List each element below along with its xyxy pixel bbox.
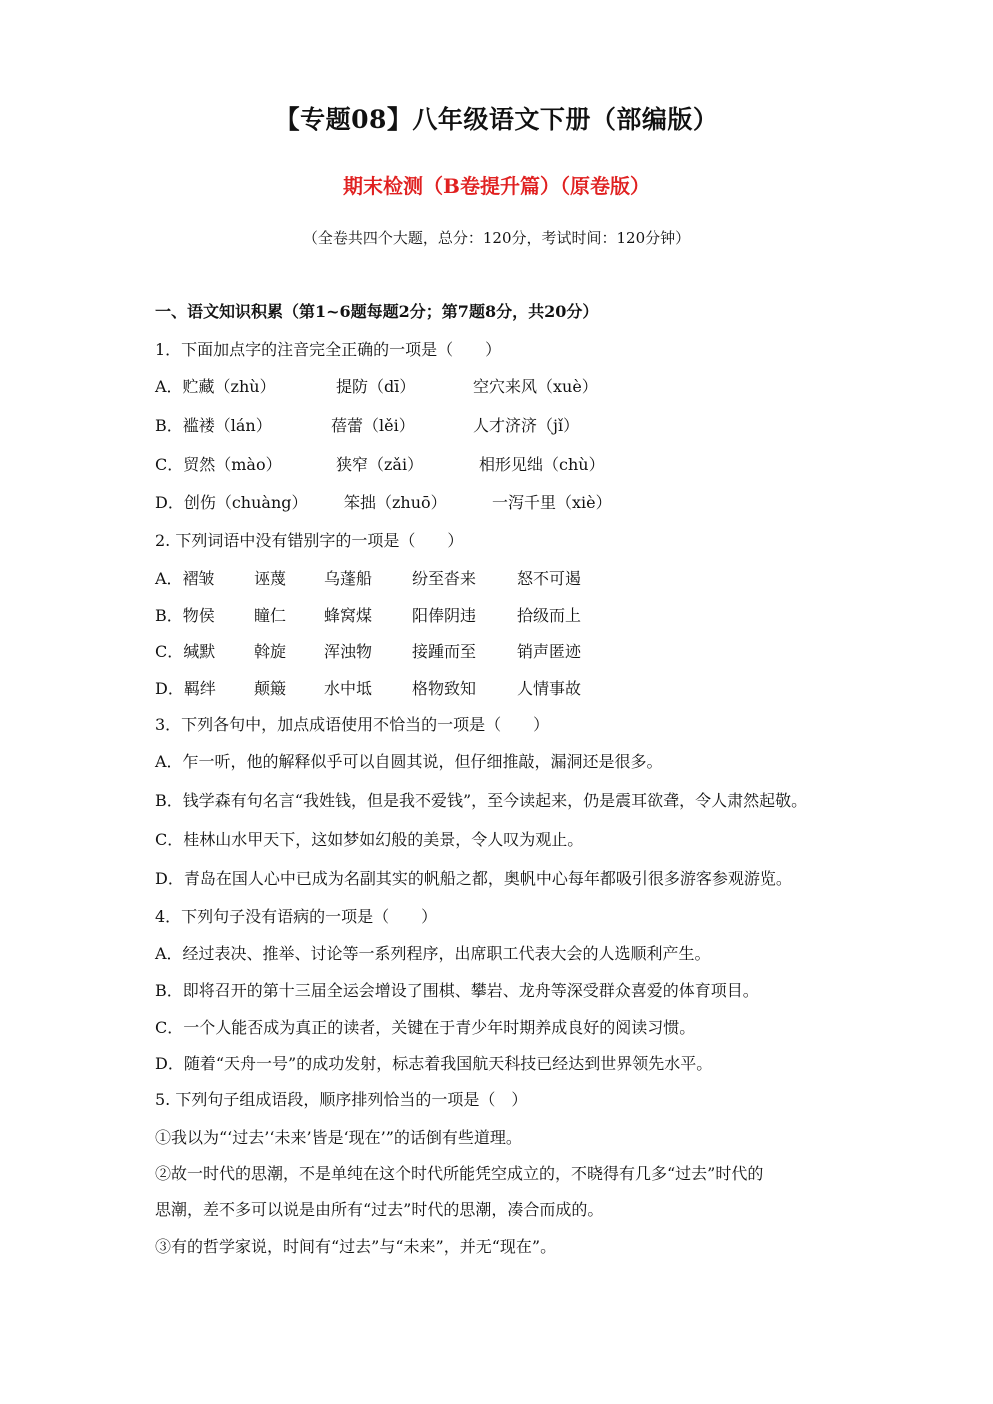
q4-option-a: A．经过表决、推举、讨论等一系列程序，出席职工代表大会的人选顺利产生。 <box>155 944 711 963</box>
exam-note: （全卷共四个大题，总分：120分，考试时间：120分钟） <box>302 229 691 247</box>
q2-row-b-word-2: 瞳仁 <box>254 606 287 625</box>
page-subtitle: 期末检测（B卷提升篇）（原卷版） <box>343 174 650 198</box>
q1-option-d-1: D．创伤（chuàng） <box>155 493 308 512</box>
page-title: 【专题08】八年级语文下册（部编版） <box>274 105 719 134</box>
q5-sentence-3: ③有的哲学家说，时间有“过去”与“未来”，并无“现在”。 <box>155 1237 557 1256</box>
question-5-stem: 5. 下列句子组成语段，顺序排列恰当的一项是（ ） <box>155 1090 528 1109</box>
q2-row-c-word-2: 斡旋 <box>254 642 287 661</box>
question-1-stem: 1．下面加点字的注音完全正确的一项是（ ） <box>155 340 502 359</box>
q2-row-c-word-5: 销声匿迹 <box>517 642 582 661</box>
q2-row-d-word-1: D．羁绊 <box>155 679 216 698</box>
q5-sentence-2-line-2: 思潮，差不多可以说是由所有“过去”时代的思潮，凑合而成的。 <box>155 1200 604 1219</box>
q2-row-a-word-4: 纷至沓来 <box>412 569 477 588</box>
section-heading: 一、语文知识积累（第1~6题每题2分；第7题8分，共20分） <box>155 302 599 321</box>
q3-option-d: D．青岛在国人心中已成为名副其实的帆船之都，奥帆中心每年都吸引很多游客参观游览。 <box>155 869 792 888</box>
q3-option-c: C．桂林山水甲天下，这如梦如幻般的美景，令人叹为观止。 <box>155 830 584 849</box>
q2-row-b-word-3: 蜂窝煤 <box>324 606 373 625</box>
q2-row-b-word-4: 阳俸阴违 <box>412 606 477 625</box>
q2-row-d-word-4: 格物致知 <box>412 679 477 698</box>
q2-row-d-word-3: 水中坻 <box>324 679 373 698</box>
q2-row-c-word-1: C．缄默 <box>155 642 216 661</box>
q2-row-c-word-4: 接踵而至 <box>412 642 477 661</box>
q2-row-d-word-5: 人情事故 <box>517 679 582 698</box>
q3-option-b: B．钱学森有句名言“我姓钱，但是我不爱钱”，至今读起来，仍是震耳欲聋，令人肃然起敬。 <box>155 791 808 810</box>
q1-option-c-2: 狭窄（zǎi） <box>336 455 424 474</box>
q4-option-d: D．随着“天舟一号”的成功发射，标志着我国航天科技已经达到世界领先水平。 <box>155 1054 713 1073</box>
q1-option-a-3: 空穴来风（xuè） <box>473 377 598 396</box>
q2-row-b-word-5: 拾级而上 <box>517 606 582 625</box>
question-2-stem: 2. 下列词语中没有错别字的一项是（ ） <box>155 531 464 550</box>
q3-option-a: A．乍一听，他的解释似乎可以自圆其说，但仔细推敲，漏洞还是很多。 <box>155 752 663 771</box>
q2-row-b-word-1: B．物侯 <box>155 606 215 625</box>
q1-option-b-1: B．褴褛（lán） <box>155 416 272 435</box>
q1-option-b-3: 人才济济（jǐ） <box>473 416 580 435</box>
q2-row-a-word-1: A．褶皱 <box>155 569 215 588</box>
q2-row-a-word-3: 乌蓬船 <box>324 569 373 588</box>
q1-option-b-2: 蓓蕾（lěi） <box>331 416 415 435</box>
q1-option-d-3: 一泻千里（xiè） <box>492 493 612 512</box>
q1-option-c-1: C．贸然（mào） <box>155 455 282 474</box>
question-4-stem: 4．下列句子没有语病的一项是（ ） <box>155 907 438 926</box>
q2-row-d-word-2: 颠簸 <box>254 679 287 698</box>
q1-option-a-1: A．贮藏（zhù） <box>155 377 276 396</box>
q5-sentence-2-line-1: ②故一时代的思潮，不是单纯在这个时代所能凭空成立的，不晓得有几多“过去”时代的 <box>155 1164 764 1183</box>
q5-sentence-1: ①我以为“‘过去’‘未来’皆是‘现在’”的话倒有些道理。 <box>155 1128 522 1147</box>
q1-option-c-3: 相形见绌（chù） <box>479 455 605 474</box>
q2-row-a-word-2: 诬蔑 <box>254 569 287 588</box>
q2-row-c-word-3: 浑浊物 <box>324 642 373 661</box>
q4-option-c: C．一个人能否成为真正的读者，关键在于青少年时期养成良好的阅读习惯。 <box>155 1018 696 1037</box>
q2-row-a-word-5: 怒不可遏 <box>517 569 582 588</box>
q4-option-b: B．即将召开的第十三届全运会增设了围棋、攀岩、龙舟等深受群众喜爱的体育项目。 <box>155 981 759 1000</box>
question-3-stem: 3．下列各句中，加点成语使用不恰当的一项是（ ） <box>155 715 550 734</box>
q1-option-a-2: 提防（dī） <box>336 377 416 396</box>
q1-option-d-2: 笨拙（zhuō） <box>344 493 447 512</box>
